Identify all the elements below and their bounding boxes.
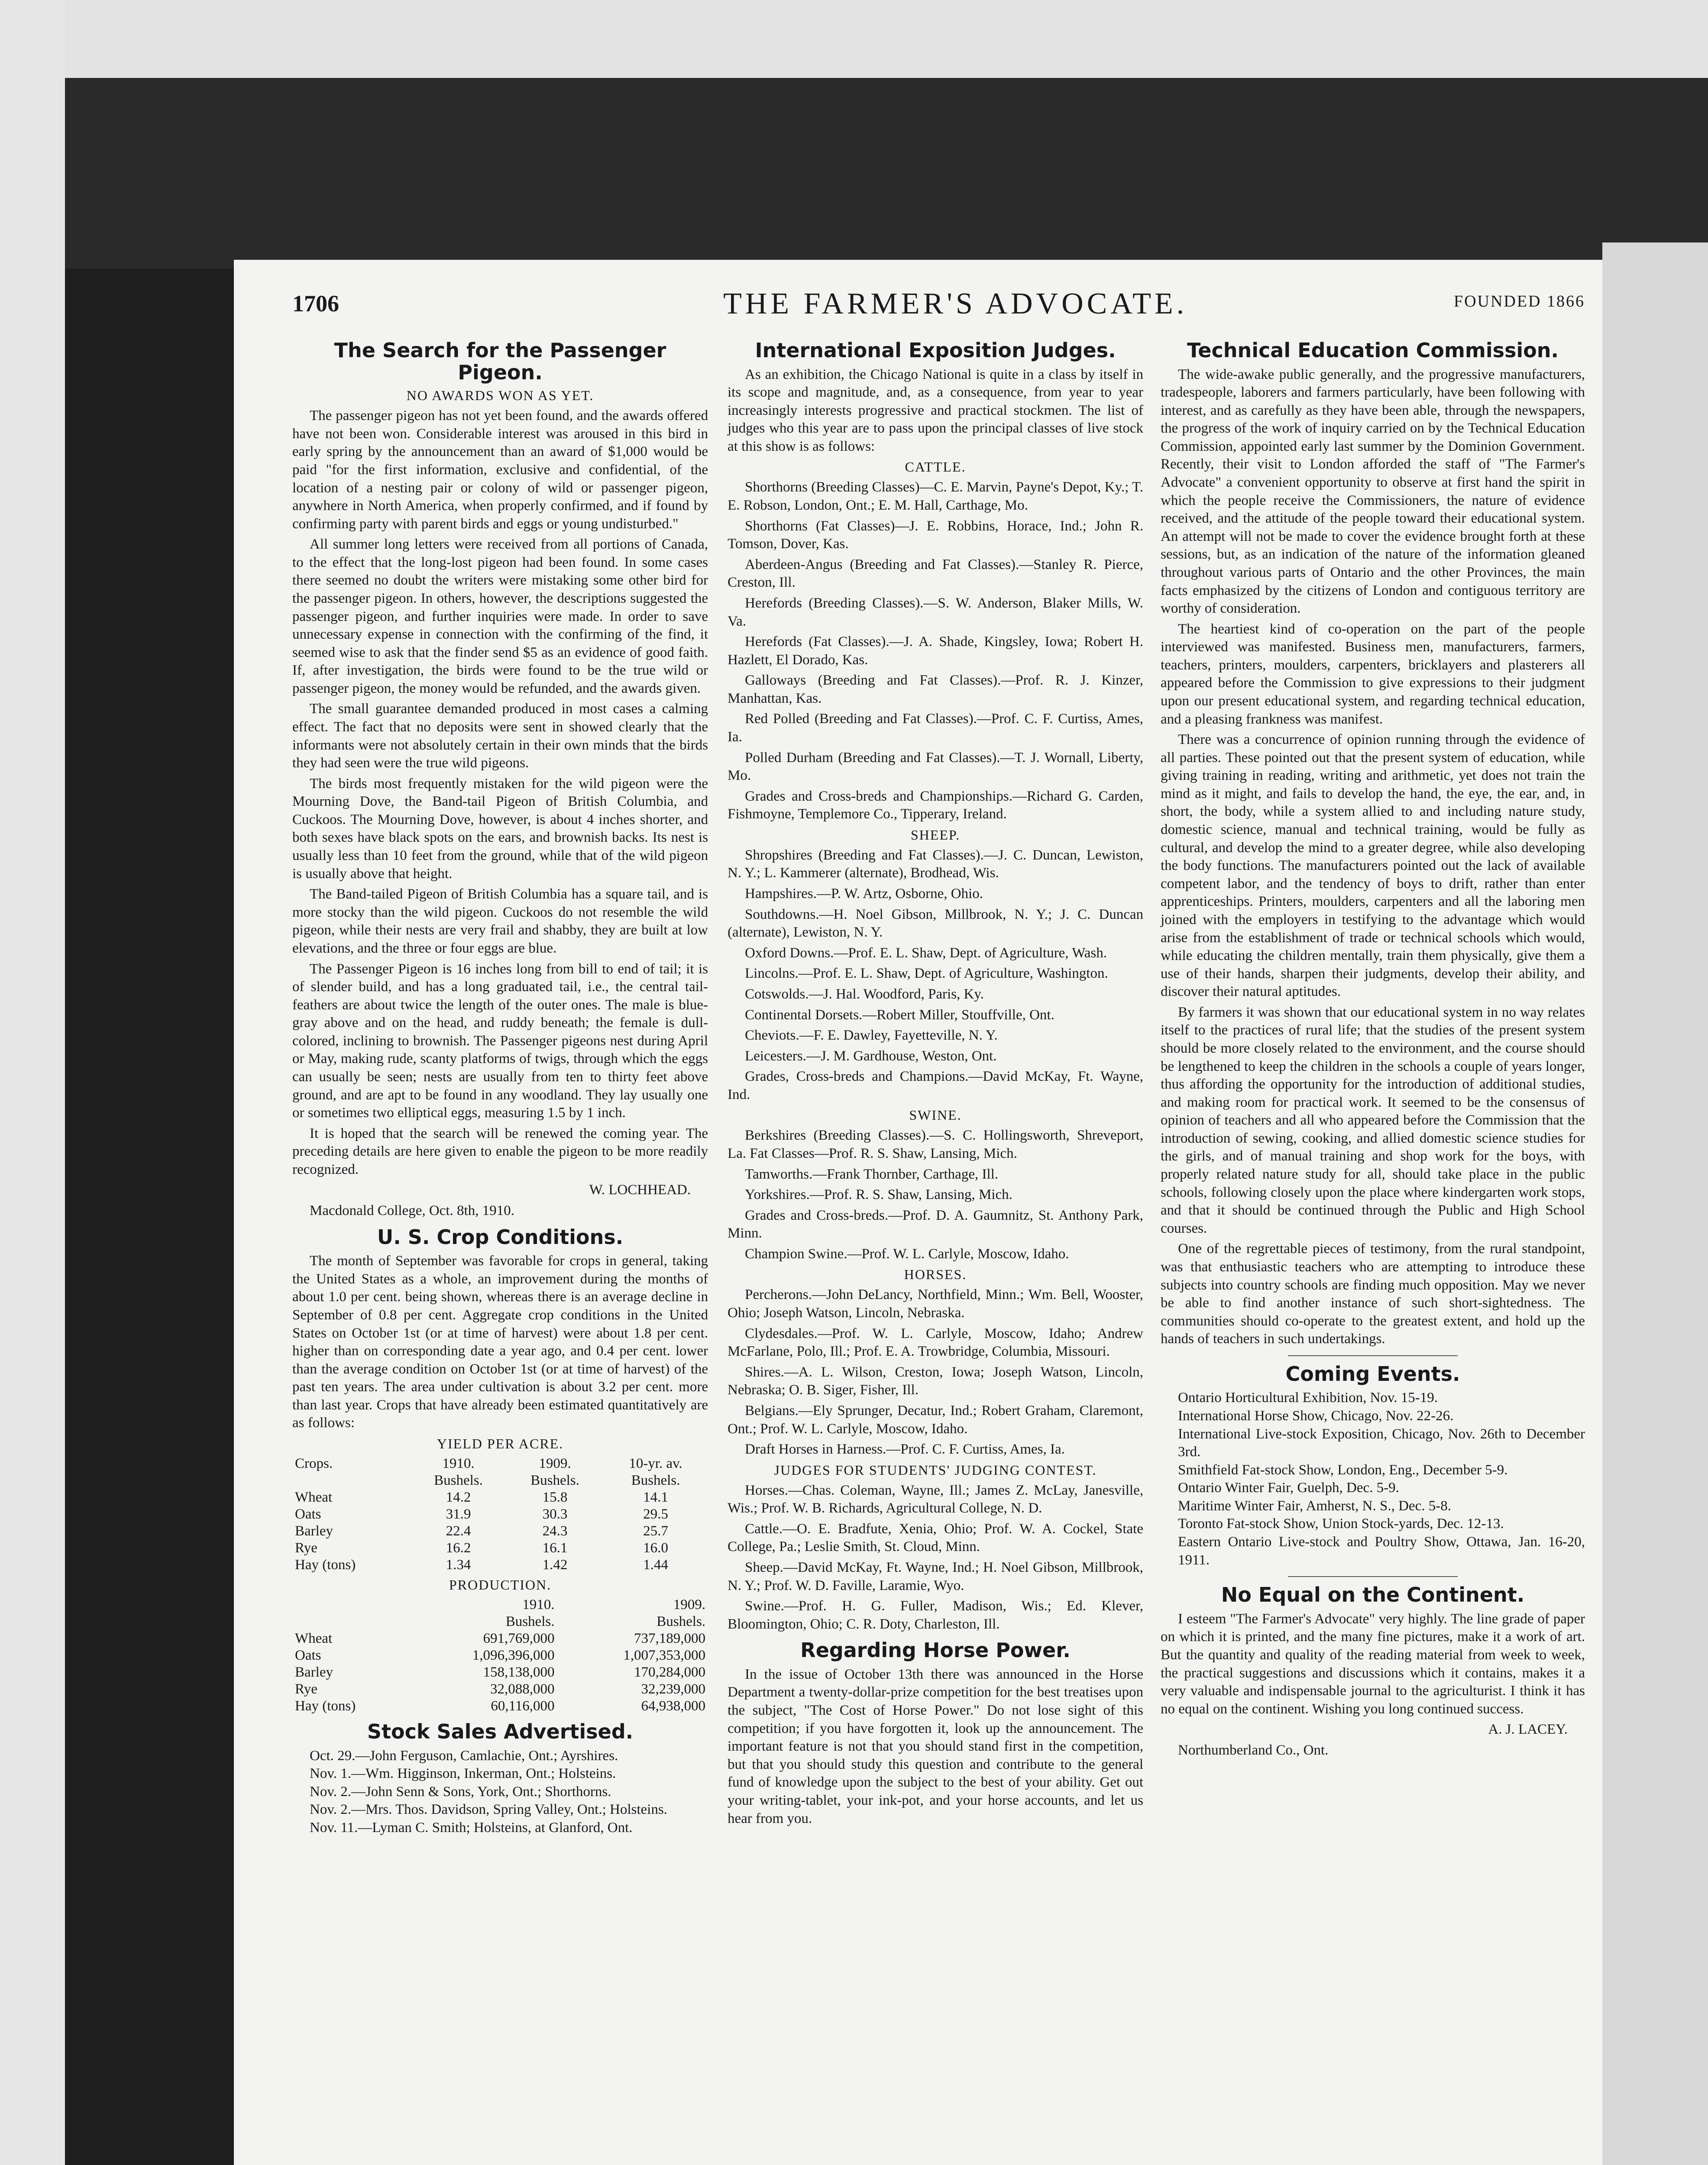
list-item: Percherons.—John DeLancy, Northfield, Minn.; Wm. Bell, Wooster, Ohio; Joseph Watson, Lincoln, Nebraska. [728, 1287, 1143, 1321]
table-header [292, 1472, 410, 1489]
paragraph: It is hoped that the search will be renewed the coming year. The preceding details are here given to enable the pigeon to be more readily recognized. [292, 1125, 708, 1177]
table-cell: 16.1 [542, 1540, 568, 1556]
section-heading: CATTLE. [905, 459, 966, 475]
list-item: Southdowns.—H. Noel Gibson, Millbrook, N. Y.; J. C. Duncan (alternate), Lewiston, N. Y. [728, 906, 1143, 940]
production-table [292, 1596, 708, 1715]
masthead: THE FARMER'S ADVOCATE. [723, 287, 1188, 320]
list-item: Toronto Fat-stock Show, Union Stock-yards, Dec. 12-13. [1178, 1516, 1504, 1532]
table-cell: 24.3 [542, 1523, 568, 1539]
list-item: Belgians.—Ely Sprunger, Decatur, Ind.; Robert Graham, Claremont, Ont.; Prof. W. L. Carlyle, Moscow, Idaho. [728, 1402, 1143, 1437]
table-header [292, 1613, 406, 1630]
table-header: 1909. [673, 1597, 705, 1612]
table-cell: 64,938,000 [641, 1698, 705, 1714]
paragraph: The passenger pigeon has not yet been found, and the awards offered have not been won. Considerable interest was aroused in this bird in early spring by the announcement than an award of $1,000 would be paid "for the first information, exclusive and confidential, of the location of a nesting pair or colony of wild or passenger pigeon, anywhere in North America, when properly confirmed, and if found by confirming party with parent birds and eggs or young undisturbed." [292, 408, 708, 532]
divider [1288, 1576, 1458, 1577]
paragraph: I esteem "The Farmer's Advocate" very highly. The line grade of paper on which it is printed, and the many fine pictures, make it a work of art. But the quantity and quality of the reading material from week to week, the practical suggestions and discussions which it contains, makes it a very valuable and indispensable journal to the agriculturist. I think it has no equal on the continent. Wishing you long continued success. [1161, 1611, 1585, 1717]
table-cell: 31.9 [446, 1506, 471, 1522]
table-cell: 158,138,000 [483, 1664, 555, 1680]
table-header: 1910. [442, 1456, 475, 1471]
list-item: Red Polled (Breeding and Fat Classes).—Prof. C. F. Curtiss, Ames, Ia. [728, 711, 1143, 745]
table-cell: 16.2 [446, 1540, 471, 1556]
list-item: Lincolns.—Prof. E. L. Shaw, Dept. of Agriculture, Washington. [745, 966, 1108, 982]
article-title: The Search for the Passenger Pigeon. [334, 339, 666, 384]
article-no-equal [1161, 1584, 1585, 1759]
table-row [292, 1664, 708, 1681]
table-header: Bushels. [531, 1473, 579, 1488]
table-cell: Barley [295, 1523, 333, 1539]
table-cell: Hay (tons) [295, 1557, 356, 1573]
list-item: Berkshires (Breeding Classes).—S. C. Hollingsworth, Shreveport, La. Fat Classes—Prof. R. S. Shaw, Lansing, Mich. [728, 1128, 1143, 1161]
list-item: Leicesters.—J. M. Gardhouse, Weston, Ont. [745, 1048, 997, 1064]
paragraph: The heartiest kind of co-operation on the part of the people interviewed was manifested. Business men, manufacturers, farmers, teachers, printers, moulders, carpenters, bricklayers and plasterers all appeared before the Commission to give expressions to their judgment upon our present educational system, and regarding technical education, and a pleasing frankness was manifest. [1161, 621, 1585, 727]
table-cell: 14.1 [643, 1490, 668, 1505]
article-subtitle: NO AWARDS WON AS YET. [406, 388, 594, 404]
list-item: Hampshires.—P. W. Artz, Osborne, Ohio. [745, 886, 983, 902]
column-3 [1161, 333, 1585, 1762]
list-item: Grades and Cross-breds and Championships.—Richard G. Carden, Fishmoyne, Templemore Co., Tipperary, Ireland. [728, 788, 1143, 822]
table-header: Bushels. [434, 1473, 483, 1488]
table-header: Bushels. [505, 1614, 555, 1629]
table-cell: 1.42 [542, 1557, 568, 1573]
list-item: Sheep.—David McKay, Ft. Wayne, Ind.; H. Noel Gibson, Millbrook, N. Y.; Prof. W. D. Faville, Laramie, Wyo. [728, 1559, 1143, 1593]
article-title: Regarding Horse Power. [800, 1638, 1071, 1662]
table-cell: Oats [295, 1648, 321, 1663]
list-item: Oxford Downs.—Prof. E. L. Shaw, Dept. of Agriculture, Wash. [745, 945, 1107, 961]
section-heading: JUDGES FOR STUDENTS' JUDGING CONTEST. [774, 1462, 1097, 1478]
list-item: Yorkshires.—Prof. R. S. Shaw, Lansing, Mich. [745, 1187, 1013, 1203]
list-item: Draft Horses in Harness.—Prof. C. F. Curtiss, Ames, Ia. [745, 1441, 1065, 1457]
paragraph: The month of September was favorable for crops in general, taking the United States as a whole, an improvement during the months of about 1.0 per cent. being shown, whereas there is an average decline in September of 0.8 per cent. Aggregate crop conditions in the United States on October 1st (or at time of harvest) were about 1.8 per cent. higher than on corresponding date a year ago, and 0.4 per cent. lower than the average condition on October 1st (or at time of harvest) of the past ten years. The area under cultivation is about 3.2 per cent. more than last year. Crops that have already been estimated quantitatively are as follows: [292, 1253, 708, 1431]
list-item: Horses.—Chas. Coleman, Wayne, Ill.; James Z. McLay, Janesville, Wis.; Prof. W. B. Richards, Agricultural College, N. D. [728, 1482, 1143, 1516]
paragraph: As an exhibition, the Chicago National is quite in a class by itself in its scope and magnitude, and, as a consequence, from year to year increasingly interests progressive and practical stockmen. The list of judges who this year are to pass upon the principal classes of live stock at this show is as follows: [728, 366, 1143, 454]
table-cell: 1.44 [643, 1557, 668, 1573]
table-cell: 691,769,000 [483, 1631, 555, 1646]
page-number: 1706 [292, 291, 339, 317]
dateline: Northumberland Co., Ont. [1178, 1742, 1329, 1758]
table-header: Crops. [295, 1456, 333, 1471]
table-cell: 1.34 [446, 1557, 471, 1573]
list-item: Oct. 29.—John Ferguson, Camlachie, Ont.; Ayrshires. [310, 1748, 618, 1764]
table-cell: 1,096,396,000 [472, 1648, 555, 1663]
article-title: U. S. Crop Conditions. [377, 1225, 624, 1249]
table-header-row [292, 1455, 708, 1472]
signature: A. J. LACEY. [1488, 1722, 1568, 1738]
article-title: Stock Sales Advertised. [367, 1720, 634, 1743]
table-cell: 30.3 [542, 1506, 568, 1522]
dateline: Macdonald College, Oct. 8th, 1910. [310, 1203, 514, 1219]
table-subheader-row [292, 1613, 708, 1630]
table-cell: Rye [295, 1540, 317, 1556]
table-cell: Hay (tons) [295, 1698, 356, 1714]
table-cell: Wheat [295, 1631, 333, 1646]
table-header-row [292, 1596, 708, 1613]
column-1 [292, 333, 708, 1837]
list-item: Herefords (Breeding Classes).—S. W. Anderson, Blaker Mills, W. Va. [728, 595, 1143, 629]
table-row [292, 1540, 708, 1557]
table-row [292, 1506, 708, 1523]
paragraph: In the issue of October 13th there was announced in the Horse Department a twenty-dollar-prize competition for the best treatises upon the subject, "The Cost of Horse Power." Do not lose sight of this competition; if you have forgotten it, look up the announcement. The important feature is not that you should stand first in the competition, but that you should study this question and contribute to the general fund of knowledge upon the subject to the best of your ability. Get out your writing-tablet, your ink-pot, and your horse accounts, and let us hear from you. [728, 1666, 1143, 1826]
table-cell: 15.8 [542, 1490, 568, 1505]
table-row [292, 1489, 708, 1506]
list-item: Smithfield Fat-stock Show, London, Eng., December 5-9. [1178, 1462, 1508, 1478]
article-exposition-judges [728, 339, 1143, 1633]
table-cell: 16.0 [643, 1540, 668, 1556]
section-heading: HORSES. [904, 1267, 967, 1283]
paragraph: The Passenger Pigeon is 16 inches long from bill to end of tail; it is of slender build, and has a long graduated tail, i.e., the central tail-feathers are about twice the length of the outer ones. The male is blue-gray above and on the head, and ruddy beneath; the female is dull-colored, inclining to brownish. The Passenger pigeons nest during April or May, making rude, scanty platforms of twigs, through which the eggs can usually be seen; nests are usually from ten to thirty feet above ground, and are apt to be found in any woodland. They lay usually one or sometimes two elliptical eggs, measuring 1.5 by 1 inch. [292, 961, 708, 1121]
table-header: Bushels. [631, 1473, 680, 1488]
table-header: 1910. [522, 1597, 555, 1612]
paragraph: One of the regrettable pieces of testimony, from the rural standpoint, was that enthusiastic teachers who are attempting to introduce these subjects into country schools are finding much opposition. May we never be able to find another instance of such short-sightedness. The communities should co-operate to the greatest extent, and hold up the hands of teachers in such undertakings. [1161, 1241, 1585, 1347]
newspaper-page [234, 260, 1602, 2165]
article-title: International Exposition Judges. [755, 339, 1116, 362]
table-cell: 1,007,353,000 [623, 1648, 705, 1663]
founded-line: FOUNDED 1866 [1453, 292, 1585, 310]
list-item: Eastern Ontario Live-stock and Poultry Show, Ottawa, Jan. 16-20, 1911. [1178, 1534, 1585, 1568]
list-item: Champion Swine.—Prof. W. L. Carlyle, Moscow, Idaho. [745, 1246, 1069, 1262]
paragraph: By farmers it was shown that our educational system in no way relates itself to the practices of rural life; that the studies of the present system should be more closely related to the environment, and the course should be lengthened to keep the children in the schools a couple of years longer, thus affording the opportunity for the introduction of additional studies, and making room for practical work. It seemed to be the consensus of opinion of teachers and all who appeared before the Commission that the introduction of sewing, cooking, and allied domestic science studies for the girls, and of manual training and shop work for the boys, with properly related nature study for all, should take place in the public schools, following closely upon the place where kindergarten work stops, and that it should be continued through the Public and High School courses. [1161, 1004, 1585, 1236]
list-item: Tamworths.—Frank Thornber, Carthage, Ill. [745, 1166, 999, 1182]
list-item: Shorthorns (Fat Classes)—J. E. Robbins, Horace, Ind.; John R. Tomson, Dover, Kas. [728, 518, 1143, 552]
table-row [292, 1698, 708, 1715]
table-cell: 170,284,000 [634, 1664, 705, 1680]
table-row [292, 1647, 708, 1664]
table-subheader-row [292, 1472, 708, 1489]
list-item: Nov. 2.—John Senn & Sons, York, Ont.; Shorthorns. [310, 1784, 611, 1800]
list-item: Nov. 1.—Wm. Higginson, Inkerman, Ont.; Holsteins. [310, 1766, 616, 1782]
divider [1288, 1355, 1458, 1356]
list-item: Galloways (Breeding and Fat Classes).—Prof. R. J. Kinzer, Manhattan, Kas. [728, 672, 1143, 706]
list-item: Shorthorns (Breeding Classes)—C. E. Marvin, Payne's Depot, Ky.; T. E. Robson, London, Ont.; E. M. Hall, Carthage, Mo. [728, 479, 1143, 514]
table-cell: 32,239,000 [641, 1681, 705, 1697]
table-header: 1909. [539, 1456, 571, 1471]
list-item: Ontario Winter Fair, Guelph, Dec. 5-9. [1178, 1480, 1399, 1496]
paragraph: All summer long letters were received from all portions of Canada, to the effect that the long-lost pigeon had been found. In some cases there seemed no doubt the writers were mistaking some other bird for the passenger pigeon. In others, however, the descriptions suggested the passenger pigeon, and further inquiries were made. In order to save unnecessary expense in connection with the confirming of the find, it seemed wise to ask that the finder send $5 as an evidence of good faith. If, after investigation, the birds were found to be the true wild or passenger pigeon, the money would be refunded, and the awards given. [292, 536, 708, 696]
scan-margin-left [0, 0, 65, 2165]
table-cell: 32,088,000 [490, 1681, 555, 1697]
next-page-edge [1602, 242, 1708, 2165]
list-item: Clydesdales.—Prof. W. L. Carlyle, Moscow, Idaho; Andrew McFarlane, Polo, Ill.; Prof. E. A. Trowbridge, Columbia, Missouri. [728, 1325, 1143, 1360]
table-cell: 737,189,000 [634, 1631, 705, 1646]
table-row [292, 1557, 708, 1574]
stock-sales-list [292, 1747, 708, 1837]
list-item: Grades, Cross-breds and Champions.—David McKay, Ft. Wayne, Ind. [728, 1069, 1143, 1102]
list-item: Continental Dorsets.—Robert Miller, Stouffville, Ont. [745, 1007, 1055, 1023]
column-2 [728, 333, 1143, 1830]
article-title: Coming Events. [1285, 1362, 1460, 1386]
table-row [292, 1681, 708, 1698]
article-technical-education [1161, 339, 1585, 1348]
scan-shadow [65, 78, 1708, 268]
list-item: Cotswolds.—J. Hal. Woodford, Paris, Ky. [745, 986, 984, 1002]
article-stock-sales [292, 1721, 708, 1837]
table-cell: Barley [295, 1664, 333, 1680]
table-cell: Oats [295, 1506, 321, 1522]
table-cell: 14.2 [446, 1490, 471, 1505]
table-cell: 60,116,000 [491, 1698, 555, 1714]
article-title: No Equal on the Continent. [1221, 1583, 1525, 1607]
table-title: PRODUCTION. [449, 1577, 552, 1593]
signature: W. LOCHHEAD. [589, 1182, 691, 1198]
table-title: YIELD PER ACRE. [437, 1436, 564, 1451]
table-header: Bushels. [657, 1614, 705, 1629]
article-horse-power [728, 1639, 1143, 1828]
paragraph: The birds most frequently mistaken for the wild pigeon were the Mourning Dove, the Band-tail Pigeon of British Columbia, and Cuckoos. The Mourning Dove, however, is about 4 inches shorter, and both sexes have black spots on the ears, and brownish backs. Its nest is usually less than 10 feet from the ground, while that of the wild pigeon is usually above that height. [292, 776, 708, 882]
list-item: Polled Durham (Breeding and Fat Classes).—T. J. Wornall, Liberty, Mo. [728, 750, 1143, 784]
list-item: Swine.—Prof. H. G. Fuller, Madison, Wis.; Ed. Klever, Bloomington, Ohio; C. R. Doty, Charleston, Ill. [728, 1598, 1143, 1632]
table-cell: 29.5 [643, 1506, 668, 1522]
list-item: Shropshires (Breeding and Fat Classes).—J. C. Duncan, Lewiston, N. Y.; L. Kammerer (alternate), Brodhead, Wis. [728, 847, 1143, 881]
list-item: Aberdeen-Angus (Breeding and Fat Classes).—Stanley R. Pierce, Creston, Ill. [728, 556, 1143, 591]
list-item: Ontario Horticultural Exhibition, Nov. 15-19. [1178, 1390, 1438, 1406]
table-row [292, 1630, 708, 1647]
list-item: Herefords (Fat Classes).—J. A. Shade, Kingsley, Iowa; Robert H. Hazlett, El Dorado, Kas. [728, 634, 1143, 668]
table-cell: 22.4 [446, 1523, 471, 1539]
list-item: Nov. 2.—Mrs. Thos. Davidson, Spring Valley, Ont.; Holsteins. [310, 1802, 667, 1818]
table-cell: 25.7 [643, 1523, 668, 1539]
list-item: Maritime Winter Fair, Amherst, N. S., Dec. 5-8. [1178, 1498, 1451, 1514]
article-coming-events [1161, 1363, 1585, 1569]
article-crop-conditions [292, 1226, 708, 1715]
table-header [292, 1596, 406, 1613]
paragraph: The Band-tailed Pigeon of British Columbia has a square tail, and is more stocky than the wild pigeon. Cuckoos do not resemble the wild pigeon, while their nests are very frail and shabby, they are built at low elevations, and the three or four eggs are blue. [292, 886, 708, 956]
list-item: Cheviots.—F. E. Dawley, Fayetteville, N. Y. [745, 1028, 998, 1044]
list-item: Cattle.—O. E. Bradfute, Xenia, Ohio; Prof. W. A. Cockel, State College, Pa.; Leslie Smith, St. Cloud, Minn. [728, 1521, 1143, 1555]
yield-table [292, 1455, 708, 1574]
paragraph: The small guarantee demanded produced in most cases a calming effect. The fact that no deposits were sent in showed clearly that the informants were not absolutely certain in their own minds that the birds they had seen were the true wild pigeons. [292, 701, 708, 771]
table-cell: Wheat [295, 1490, 333, 1505]
list-item: International Live-stock Exposition, Chicago, Nov. 26th to December 3rd. [1178, 1426, 1585, 1460]
events-list [1161, 1389, 1585, 1569]
page-header [234, 287, 1602, 325]
table-header: 10-yr. av. [629, 1456, 683, 1471]
section-heading: SHEEP. [910, 827, 961, 843]
table-row [292, 1523, 708, 1540]
list-item: Nov. 11.—Lyman C. Smith; Holsteins, at Glanford, Ont. [310, 1819, 633, 1835]
list-item: Shires.—A. L. Wilson, Creston, Iowa; Joseph Watson, Lincoln, Nebraska; O. B. Siger, Fisher, Ill. [728, 1364, 1143, 1398]
table-cell: Rye [295, 1681, 317, 1697]
article-passenger-pigeon [292, 339, 708, 1220]
section-heading: SWINE. [909, 1107, 962, 1123]
paragraph: The wide-awake public generally, and the progressive manufacturers, tradespeople, laborers and farmers particularly, have been following with interest, and as carefully as they have been able, through the newspapers, the progress of the work of inquiry carried on by the Technical Education Commission, appointed early last summer by the Dominion Government. Recently, their visit to London afforded the staff of "The Farmer's Advocate" a convenient opportunity to observe at first hand the spirit in which the people receive the Commissioners, the nature of evidence received, and the attitude of the people toward their educational system. An attempt will not be made to cover the evidence brought forth at these sessions, but, as an indication of the nature of the information gleaned throughout various parts of Ontario and the other Provinces, the main facts emphasized by the citizens of London and contiguous territory are worthy of consideration. [1161, 366, 1585, 617]
list-item: International Horse Show, Chicago, Nov. 22-26. [1178, 1408, 1454, 1424]
article-title: Technical Education Commission. [1187, 339, 1559, 362]
list-item: Grades and Cross-breds.—Prof. D. A. Gaumnitz, St. Anthony Park, Minn. [728, 1207, 1143, 1241]
paragraph: There was a concurrence of opinion running through the evidence of all parties. These pointed out that the present system of education, while giving training in reading, writing and arithmetic, yet does not train the mind as it might, and fails to develop the hand, the eye, the ear, and, in short, the body, while a system allied to and including nature study, domestic science, manual and technical training, would be fully as cultural, and develop the mind to a greater degree, while also developing the body functions. The manufacturers pointed out the lack of available competent labor, and the tendency of boys to drift, rather than enter apprenticeships. Printers, moulders, carpenters and all the laboring men joined with the employers in testifying to the advantage which would arise from the establishment of trade or technical schools which would, while educating the children mentally, train them physically, give them a use of their hands, sharpen their judgments, develop their ability, and discover their natural aptitudes. [1161, 732, 1585, 1000]
